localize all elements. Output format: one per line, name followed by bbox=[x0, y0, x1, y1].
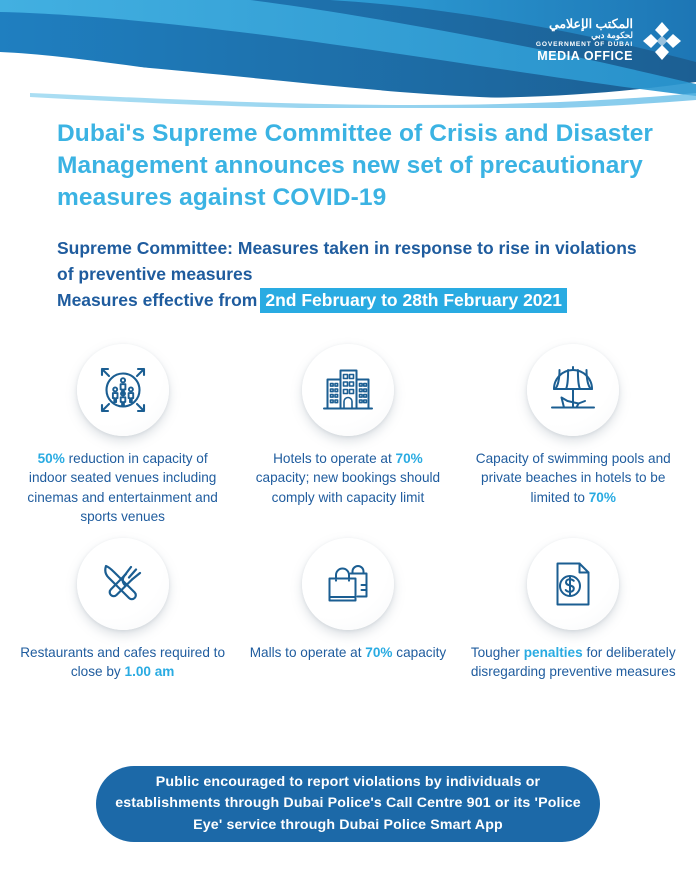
measure-card-malls bbox=[235, 538, 460, 682]
measure-caption bbox=[471, 449, 676, 507]
subtitle-line-2: violations of preventive measures bbox=[57, 238, 637, 284]
icon-badge bbox=[302, 344, 394, 436]
shopping-bags-icon bbox=[320, 556, 376, 612]
measure-text-after: capacity bbox=[392, 645, 447, 661]
logo-media-office-line: MEDIA OFFICE bbox=[537, 49, 633, 64]
dubai-diamond-emblem-icon bbox=[642, 21, 682, 61]
icon-badge bbox=[77, 344, 169, 436]
measure-text-before: Hotels to operate at bbox=[273, 451, 396, 466]
measure-text-before: Tougher bbox=[470, 645, 524, 661]
fork-knife-icon bbox=[95, 556, 151, 612]
measure-highlight: penalties bbox=[523, 645, 583, 661]
icon-badge bbox=[77, 538, 169, 630]
logo-arabic-line-2: لحكومة دبي bbox=[591, 30, 633, 41]
measure-caption bbox=[20, 449, 225, 526]
measure-highlight: 70% bbox=[588, 489, 616, 505]
document-dollar-icon bbox=[545, 556, 601, 612]
social-distancing-icon bbox=[95, 362, 151, 418]
measure-highlight: 70% bbox=[395, 451, 423, 466]
beach-umbrella-icon bbox=[545, 362, 601, 418]
measure-caption bbox=[245, 643, 450, 662]
measure-caption bbox=[245, 449, 450, 507]
measure-card-restaurants bbox=[10, 538, 235, 682]
measure-caption bbox=[20, 643, 225, 682]
logo-arabic-line-1: المكتب الإعلامي bbox=[548, 17, 633, 31]
banner-text: Public encouraged to report violations by individuals or establishments through Dubai Police's Call Centre 901 or its 'Police Eye' service through Dubai Police Smart App bbox=[115, 773, 581, 833]
icon-badge bbox=[527, 538, 619, 630]
measure-text-before: Restaurants and cafes required to close by bbox=[20, 645, 226, 680]
logo-government-line: GOVERNMENT OF DUBAI bbox=[535, 41, 633, 49]
measure-highlight: 50% bbox=[37, 451, 65, 466]
measures-grid bbox=[10, 344, 686, 682]
measure-highlight: 70% bbox=[365, 645, 393, 661]
measure-card-indoor-venues bbox=[10, 344, 235, 526]
effective-from-label: Measures effective from bbox=[57, 290, 258, 311]
hotel-buildings-icon bbox=[320, 362, 376, 418]
measure-text-after: capacity; new bookings should comply with capacity limit bbox=[255, 470, 441, 505]
icon-badge bbox=[302, 538, 394, 630]
measure-highlight: 1.00 am bbox=[124, 664, 175, 680]
measure-card-hotels bbox=[235, 344, 460, 526]
effective-dates-line bbox=[57, 288, 657, 314]
icon-badge bbox=[527, 344, 619, 436]
subtitle-block bbox=[57, 236, 657, 314]
measure-text-after: reduction in capacity of indoor seated venues including cinemas and entertainment and sports venues bbox=[27, 451, 218, 524]
measure-text-after: for deliberately disregarding preventive measures bbox=[470, 645, 676, 680]
date-range-highlight: 2nd February to 28th February 2021 bbox=[260, 288, 567, 313]
dubai-media-office-logo bbox=[536, 18, 682, 63]
header-banner bbox=[0, 0, 696, 108]
page-title: Dubai's Supreme Committee of Crisis and Disaster Management announces new set of precautionary measures against COVID-19 bbox=[57, 120, 654, 211]
measure-card-penalties bbox=[461, 538, 686, 682]
measure-card-pools-beaches bbox=[461, 344, 686, 526]
logo-text-block bbox=[536, 18, 633, 63]
measure-text-before: Capacity of swimming pools and private beaches in hotels to be limited to bbox=[475, 451, 671, 505]
subtitle-line-1: Supreme Committee: Measures taken in response to rise in bbox=[57, 238, 551, 258]
measure-caption bbox=[471, 643, 676, 682]
report-violations-banner bbox=[96, 766, 600, 842]
measure-text-before: Malls to operate at bbox=[249, 645, 366, 661]
